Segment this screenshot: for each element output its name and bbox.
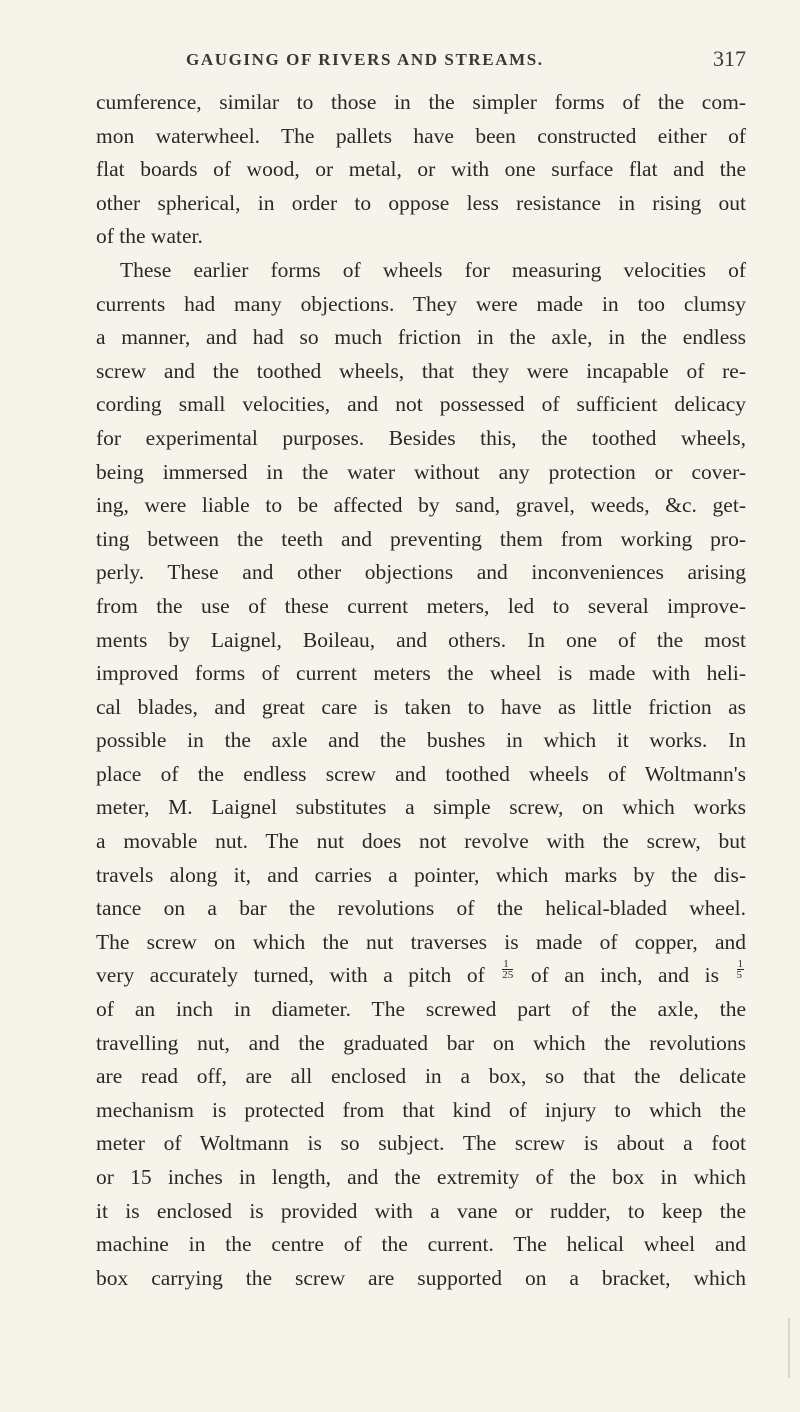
text-line: tance on a bar the revolutions of the helical-bladed wheel. [96,896,746,921]
text-line: cal blades, and great care is taken to have as little friction as [96,694,746,719]
fraction-denominator: 5 [736,969,743,982]
fraction-denominator: 25 [502,969,514,982]
text-line: for experimental purposes. Besides this, the toothed wheels, [96,425,746,450]
running-head: GAUGING OF RIVERS AND STREAMS. [186,50,544,69]
text-line: ing, were liable to be affected by sand, gravel, weeds, &c. get- [96,493,746,518]
text-line: flat boards of wood, or metal, or with one surface flat and the [96,157,746,182]
fraction-diameter [737,959,745,980]
text-line: travelling nut, and the graduated bar on which the revolutions [96,1030,746,1055]
text-line: possible in the axle and the bushes in which it works. In [96,728,746,753]
text-line: box carrying the screw are supported on a bracket, which [96,1265,746,1290]
text-line: machine in the centre of the current. The helical wheel and [96,1232,746,1257]
line-segment: very accurately turned, with a pitch of [96,963,485,988]
text-line: of an inch in diameter. The screwed part of the axle, the [96,997,746,1022]
text-line: other spherical, in order to oppose less resistance in rising out [96,190,746,215]
page-edge-mark [788,1318,790,1378]
text-line: meter of Woltmann is so subject. The screw is about a foot [96,1131,746,1156]
text-line-with-fractions [96,959,746,993]
text-line: currents had many objections. They were made in too clumsy [96,291,746,316]
text-line: of the water. [96,224,203,249]
text-line: being immersed in the water without any protection or cover- [96,459,746,484]
text-line: are read off, are all enclosed in a box, so that the delicate [96,1064,746,1089]
line-segment: of an inch, and is [530,963,719,988]
text-line: or 15 inches in length, and the extremity of the box in which [96,1165,746,1189]
text-line: a movable nut. The nut does not revolve with the screw, but [96,829,746,854]
text-line: meter, M. Laignel substitutes a simple screw, on which works [96,795,746,820]
text-line: cording small velocities, and not possessed of sufficient delicacy [96,392,746,417]
text-line: place of the endless screw and toothed wheels of Woltmann's [96,761,746,786]
text-line: a manner, and had so much friction in the axle, in the endless [96,325,746,350]
text-line: These earlier forms of wheels for measuring velocities of [120,257,746,282]
fraction-numerator: 1 [502,959,513,970]
text-line: from the use of these current meters, led to several improve- [96,593,746,618]
text-line: travels along it, and carries a pointer, which marks by the dis- [96,862,746,887]
text-line: mon waterwheel. The pallets have been constructed either of [96,123,746,148]
page-number: 317 [713,46,746,71]
fraction-numerator: 1 [737,958,744,971]
text-line: improved forms of current meters the wheel is made with heli- [96,661,746,686]
text-line: mechanism is protected from that kind of injury to which the [96,1097,746,1122]
text-line: ments by Laignel, Boileau, and others. In one of the most [96,627,746,652]
fraction-pitch [502,959,513,980]
text-line: The screw on which the nut traverses is made of copper, and [96,929,746,954]
body-text [96,86,746,1295]
text-line: it is enclosed is provided with a vane or rudder, to keep the [96,1198,746,1223]
page-header [96,46,746,76]
text-line: screw and the toothed wheels, that they were incapable of re- [96,358,746,383]
text-line: ting between the teeth and preventing them from working pro- [96,526,746,551]
text-line: cumference, similar to those in the simpler forms of the com- [96,90,746,114]
text-line: perly. These and other objections and inconveniences arising [96,560,746,585]
